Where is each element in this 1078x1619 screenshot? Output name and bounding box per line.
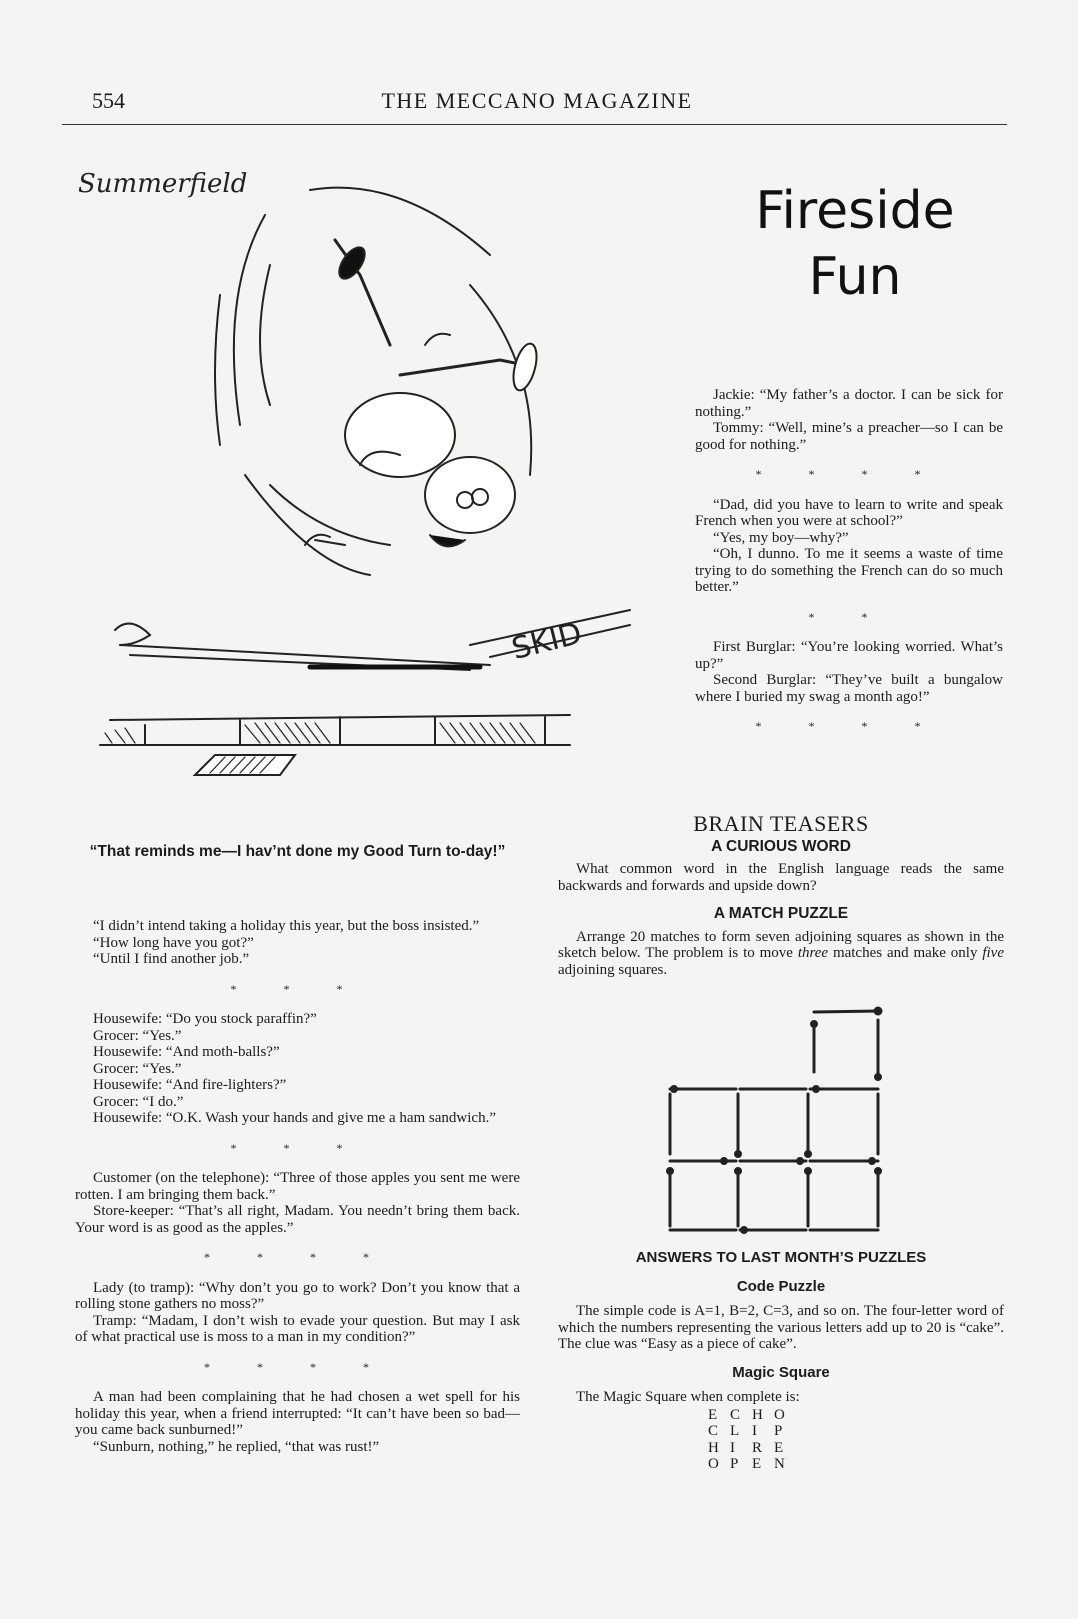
joke-line: “Yes, my boy—why?” xyxy=(713,529,849,546)
joke-line: Housewife: “O.K. Wash your hands and give me a ham sandwich.” xyxy=(93,1110,496,1126)
cartoon-illustration xyxy=(70,145,670,795)
header-rule xyxy=(62,124,1007,125)
joke-line: Grocer: “I do.” xyxy=(93,1093,184,1110)
joke-block xyxy=(75,1011,520,1127)
magic-square-row: E C H O xyxy=(708,1406,785,1423)
page-header xyxy=(62,88,1012,124)
code-puzzle-answer: The simple code is A=1, B=2, C=3, and so on. The four-letter word of which the numbers representing the various letters add up to 20 is “cake”. The clue was “Easy as a piece of cake”. xyxy=(558,1303,1004,1352)
separator-stars: * * * * xyxy=(755,467,943,481)
artist-signature: Summerfield xyxy=(78,169,248,199)
brain-teasers-title: BRAIN TEASERS xyxy=(693,811,869,836)
page-number: 554 xyxy=(92,88,125,113)
title-line-fun: Fun xyxy=(808,247,902,307)
joke-line: “Dad, did you have to learn to write and speak French when you were at school?” xyxy=(695,496,1003,529)
separator-stars: * * xyxy=(808,609,890,624)
magic-square-row: C L I P xyxy=(708,1423,783,1439)
joke-block xyxy=(695,387,1003,453)
joke-block xyxy=(75,918,520,968)
code-puzzle-title: Code Puzzle xyxy=(736,1277,826,1295)
joke-line: Housewife: “Do you stock paraffin?” xyxy=(93,1011,317,1027)
separator-stars: * * * * xyxy=(755,719,943,733)
magic-square-intro: The Magic Square when complete is: xyxy=(576,1389,800,1405)
joke-line: Grocer: “Yes.” xyxy=(93,1060,182,1077)
joke-line: First Burglar: “You’re looking worried. What’s up?” xyxy=(695,639,1003,672)
joke-line: Customer (on the telephone): “Three of those apples you sent me were rotten. I am bringing them back.” xyxy=(75,1170,520,1203)
joke-block xyxy=(695,639,1003,705)
joke-line: “Sunburn, nothing,” he replied, “that was rust!” xyxy=(93,1438,380,1455)
joke-line: A man had been complaining that he had chosen a wet spell for his holiday this year, when a friend interrupted: “It can’t have been so bad—you came back sunburned!” xyxy=(75,1389,520,1438)
joke-line: Lady (to tramp): “Why don’t you go to work? Don’t you know that a rolling stone gathers no moss?” xyxy=(75,1279,520,1312)
match-puzzle-title: A MATCH PUZZLE xyxy=(713,905,849,922)
answers-title: ANSWERS TO LAST MONTH’S PUZZLES xyxy=(635,1249,927,1266)
joke-line: Housewife: “And fire-lighters?” xyxy=(93,1077,287,1093)
magic-square-grid xyxy=(708,1407,1004,1473)
magic-square-row: H I R E xyxy=(708,1439,784,1456)
magic-square-title: Magic Square xyxy=(732,1363,830,1381)
joke-line: Tommy: “Well, mine’s a preacher—so I can be good for nothing.” xyxy=(695,420,1003,453)
joke-line: Tramp: “Madam, I don’t wish to evade your question. But may I ask of what practical use is moss to a man in my condition?” xyxy=(75,1312,520,1345)
joke-block xyxy=(75,1280,520,1346)
joke-line: Second Burglar: “They’ve built a bungalow where I buried my swag a month ago!” xyxy=(695,672,1003,705)
section-title xyxy=(740,178,970,310)
right-jokes-column xyxy=(695,387,1003,749)
joke-block xyxy=(75,1170,520,1236)
match-puzzle-diagram xyxy=(666,1004,891,1234)
curious-word-text: What common word in the English language reads the same backwards and forwards and upside down? xyxy=(558,861,1004,894)
magic-square-row: O P E N xyxy=(708,1456,785,1472)
joke-line: “I didn’t intend taking a holiday this year, but the boss insisted.” xyxy=(93,918,480,934)
joke-block xyxy=(695,497,1003,596)
joke-line: “Until I find another job.” xyxy=(93,951,250,967)
joke-line: Store-keeper: “That’s all right, Madam. You needn’t bring them back. Your word is as good as the apples.” xyxy=(75,1203,520,1236)
separator-stars: * * * xyxy=(230,1140,365,1155)
joke-line: Grocer: “Yes.” xyxy=(93,1027,182,1044)
joke-line: “Oh, I dunno. To me it seems a waste of time trying to do something the French can do so much better.” xyxy=(695,546,1003,595)
title-line-fireside: Fireside xyxy=(755,181,955,241)
separator-stars: * * * * xyxy=(204,1359,391,1374)
joke-line: Jackie: “My father’s a doctor. I can be sick for nothing.” xyxy=(695,387,1003,420)
skidding-boy-drawing xyxy=(70,145,670,795)
skid-sound-effect: SKID xyxy=(508,615,586,667)
separator-stars: * * * * xyxy=(204,1250,391,1264)
left-jokes-column xyxy=(75,918,520,1455)
brain-teasers-section xyxy=(558,811,1004,1473)
joke-line: Housewife: “And moth-balls?” xyxy=(93,1044,280,1060)
curious-word-title: A CURIOUS WORD xyxy=(711,837,851,855)
separator-stars: * * * xyxy=(230,981,365,996)
joke-block xyxy=(75,1389,520,1455)
match-puzzle-text: Arrange 20 matches to form seven adjoining squares as shown in the sketch below. The problem is to move three matches and make only five adjoining squares. xyxy=(558,928,1004,978)
joke-line: “How long have you got?” xyxy=(93,934,254,951)
magazine-title: THE MECCANO MAGAZINE xyxy=(381,88,693,113)
cartoon-caption: “That reminds me—I hav’nt done my Good Turn to-day!” xyxy=(89,843,506,860)
